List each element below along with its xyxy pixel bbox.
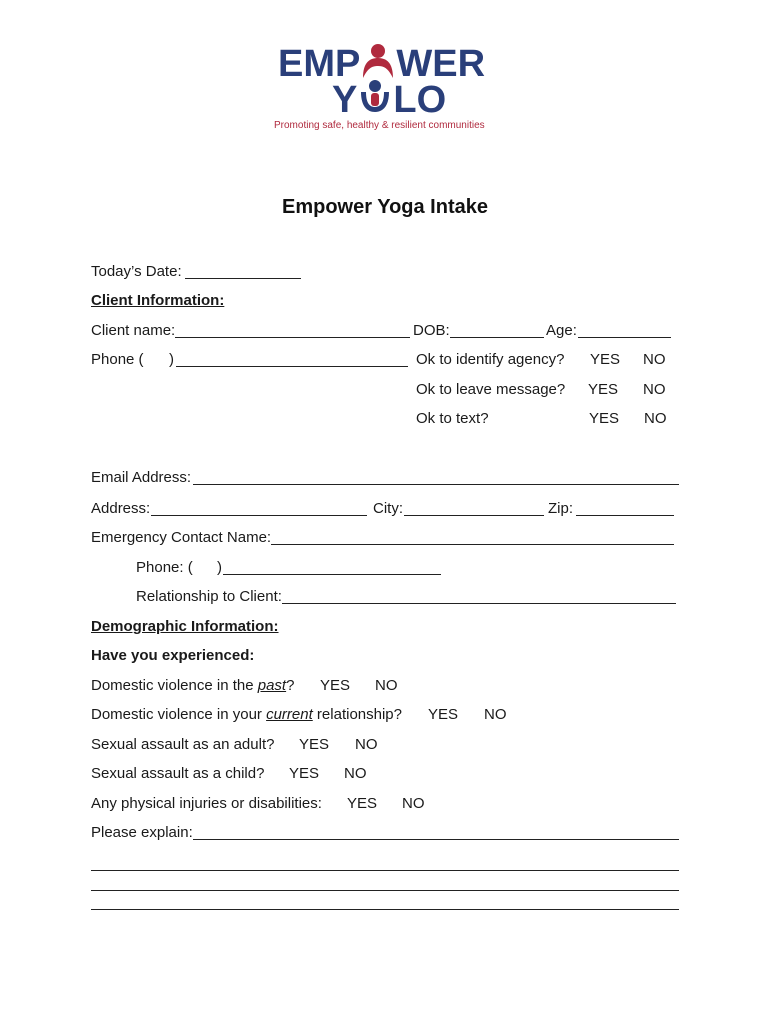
experienced-heading: Have you experienced: [91, 647, 255, 664]
address-field[interactable] [151, 515, 367, 516]
emergency-phone-close-paren: ) [217, 559, 222, 576]
client-info-heading: Client Information: [91, 292, 225, 309]
zip-label: Zip: [548, 500, 574, 517]
email-label: Email Address: [91, 469, 192, 486]
client-name-field[interactable] [175, 337, 410, 338]
explain-label: Please explain: [91, 824, 193, 841]
consent-leave-message-yes[interactable]: YES [588, 381, 619, 398]
page-title: Empower Yoga Intake [282, 196, 488, 218]
age-label: Age: [546, 322, 577, 339]
consent-text-label: Ok to text? [416, 410, 489, 427]
phone-close-paren: ) [169, 351, 174, 368]
phone-field[interactable] [176, 366, 408, 367]
explain-field-line-2[interactable] [91, 870, 679, 871]
explain-field-line-4[interactable] [91, 909, 679, 910]
emergency-contact-label: Emergency Contact Name: [91, 529, 272, 546]
relationship-label: Relationship to Client: [136, 588, 282, 605]
question-sa-adult: Sexual assault as an adult? [91, 736, 275, 753]
consent-identify-agency-yes[interactable]: YES [590, 351, 621, 368]
question-sa-adult-yes[interactable]: YES [299, 736, 330, 753]
consent-identify-agency-label: Ok to identify agency? [416, 351, 565, 368]
zip-field[interactable] [576, 515, 674, 516]
demographic-heading: Demographic Information: [91, 618, 279, 635]
question-dv-past: Domestic violence in the past? [91, 677, 295, 694]
logo-word-empower: EMP WER [278, 42, 485, 92]
question-dv-current: Domestic violence in your current relationship? [91, 706, 402, 723]
logo-tagline: Promoting safe, healthy & resilient communities [274, 120, 485, 131]
phone-label: Phone ( [91, 351, 144, 368]
emergency-phone-label: Phone: ( [136, 559, 193, 576]
consent-leave-message-no[interactable]: NO [643, 381, 666, 398]
explain-field-line-3[interactable] [91, 890, 679, 891]
client-name-label: Client name: [91, 322, 176, 339]
question-sa-child-no[interactable]: NO [344, 765, 367, 782]
question-sa-child-yes[interactable]: YES [289, 765, 320, 782]
question-dv-current-yes[interactable]: YES [428, 706, 459, 723]
relationship-field[interactable] [282, 603, 676, 604]
consent-text-no[interactable]: NO [644, 410, 667, 427]
question-injuries-no[interactable]: NO [402, 795, 425, 812]
question-dv-past-no[interactable]: NO [375, 677, 398, 694]
todays-date-field[interactable] [185, 278, 301, 279]
emergency-contact-field[interactable] [271, 544, 674, 545]
dob-field[interactable] [450, 337, 544, 338]
consent-text-yes[interactable]: YES [589, 410, 620, 427]
consent-identify-agency-no[interactable]: NO [643, 351, 666, 368]
question-sa-child: Sexual assault as a child? [91, 765, 265, 782]
question-dv-past-yes[interactable]: YES [320, 677, 351, 694]
emergency-phone-field[interactable] [223, 574, 441, 575]
logo-word-yolo: Y LO [332, 78, 446, 128]
question-injuries-yes[interactable]: YES [347, 795, 378, 812]
question-injuries: Any physical injuries or disabilities: [91, 795, 322, 812]
dob-label: DOB: [413, 322, 450, 339]
explain-field-line-1[interactable] [193, 839, 679, 840]
question-sa-adult-no[interactable]: NO [355, 736, 378, 753]
age-field[interactable] [578, 337, 671, 338]
empower-yolo-logo [270, 42, 485, 134]
address-label: Address: [91, 500, 151, 517]
consent-leave-message-label: Ok to leave message? [416, 381, 566, 398]
email-field[interactable] [193, 484, 679, 485]
city-field[interactable] [404, 515, 544, 516]
question-dv-current-no[interactable]: NO [484, 706, 507, 723]
city-label: City: [373, 500, 403, 517]
todays-date-label: Today’s Date: [91, 263, 182, 280]
